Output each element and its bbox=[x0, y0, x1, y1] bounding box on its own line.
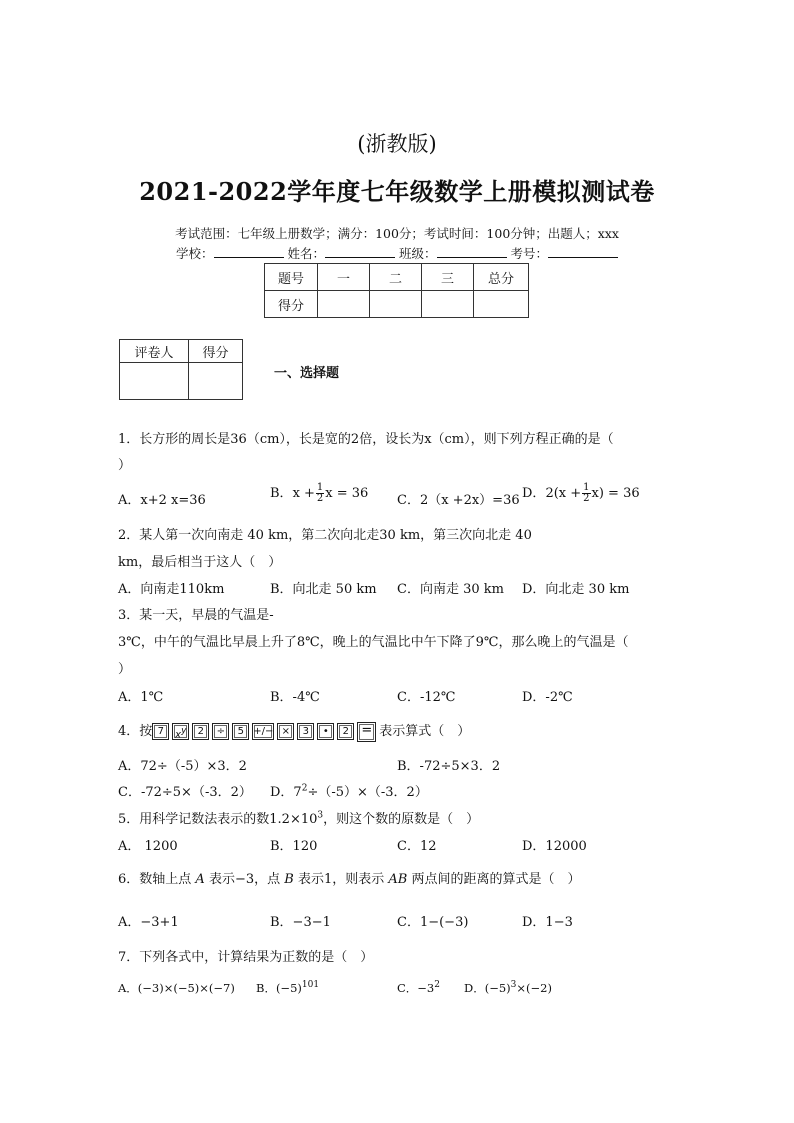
key-equals: = bbox=[357, 722, 376, 742]
q7-option-d-post: ×(−2) bbox=[516, 981, 552, 995]
score-input-cell[interactable] bbox=[318, 291, 370, 318]
q7-option-d[interactable] bbox=[464, 980, 552, 996]
q4-option-d-post: ÷（-5）×（-3．2） bbox=[307, 785, 428, 800]
q4-option-d-sup: 2 bbox=[301, 783, 308, 794]
question-6-stem bbox=[118, 868, 581, 887]
denominator: 2 bbox=[316, 493, 324, 504]
name-blank[interactable] bbox=[325, 245, 395, 258]
key-7: 7 bbox=[152, 723, 169, 740]
q1-option-c[interactable]: C．2（x +2x）=36 bbox=[397, 493, 520, 508]
q5-stem-sup: 3 bbox=[317, 810, 324, 821]
school-label: 学校： bbox=[175, 246, 214, 261]
q1-option-d-label: D． bbox=[522, 486, 546, 501]
question-7-stem: 7．下列各式中，计算结果为正数的是（ ） bbox=[118, 950, 374, 965]
grader-table-header-row bbox=[120, 340, 243, 363]
question-2-stem-end: km，最后相当于这人（ ） bbox=[118, 555, 282, 570]
grader-label: 评卷人 bbox=[120, 340, 189, 363]
q7-option-d-pre: D．(−5) bbox=[464, 981, 511, 995]
q1-option-a[interactable]: A．x+2 x=36 bbox=[118, 493, 206, 508]
key-2b: 2 bbox=[337, 723, 354, 740]
q6-var-b: B bbox=[284, 872, 294, 887]
score-table bbox=[264, 263, 529, 318]
q5-option-b[interactable]: B．120 bbox=[270, 839, 318, 854]
q7-option-a[interactable]: A．(−3)×(−5)×(−7) bbox=[118, 981, 235, 995]
question-4-stem bbox=[118, 720, 470, 742]
q7-option-b-pre: B．(−5) bbox=[256, 981, 302, 995]
q5-stem-post: ，则这个数的原数是（ ） bbox=[323, 812, 480, 827]
q1-option-d[interactable] bbox=[522, 482, 640, 504]
grader-score-label: 得分 bbox=[189, 340, 243, 363]
question-1-stem: 1．长方形的周长是36（cm），长是宽的2倍，设长为x（cm），则下列方程正确的是（ bbox=[118, 432, 614, 447]
q6-option-c[interactable]: C．1−(−3) bbox=[397, 915, 469, 930]
question-2-stem: 2．某人第一次向南走 40 km，第二次向北走30 km，第三次向北走 40 bbox=[118, 528, 532, 543]
grader-score-input-cell[interactable] bbox=[189, 363, 243, 400]
key-3: 3 bbox=[297, 723, 314, 740]
q4-suffix: 表示算式（ ） bbox=[379, 724, 471, 739]
class-blank[interactable] bbox=[437, 245, 507, 258]
q2-option-b[interactable]: B．向北走 50 km bbox=[270, 582, 377, 597]
q3-option-d[interactable]: D．-2℃ bbox=[522, 690, 573, 705]
exam-title: 2021-2022学年度七年级数学上册模拟测试卷 bbox=[139, 177, 655, 206]
class-label: 班级： bbox=[398, 246, 437, 261]
key-multiply: × bbox=[277, 723, 294, 740]
q2-option-d[interactable]: D．向北走 30 km bbox=[522, 582, 630, 597]
score-input-cell[interactable] bbox=[370, 291, 422, 318]
q1-option-b-post: x = 36 bbox=[325, 486, 369, 501]
key-dot: • bbox=[317, 723, 334, 740]
numerator: 1 bbox=[316, 482, 324, 493]
score-table-cell: 三 bbox=[422, 264, 474, 291]
q5-option-d[interactable]: D．12000 bbox=[522, 839, 587, 854]
q4-option-a[interactable]: A．72÷（-5）×3．2 bbox=[118, 759, 247, 774]
question-1-stem-end: ） bbox=[118, 458, 132, 473]
q1-option-b-label: B． bbox=[270, 486, 293, 501]
q4-option-d[interactable] bbox=[270, 781, 428, 800]
q7-option-d-sup: 3 bbox=[510, 980, 517, 991]
q7-option-b-sup: 101 bbox=[301, 980, 320, 991]
question-5-stem bbox=[118, 808, 479, 827]
section-heading: 一、选择题 bbox=[274, 366, 340, 381]
name-label: 姓名： bbox=[287, 246, 325, 261]
q6-stem-4: 两点间的距离的算式是（ ） bbox=[411, 872, 581, 887]
score-table-score-row bbox=[265, 291, 529, 318]
q4-option-c[interactable]: C．-72÷5×（-3．2） bbox=[118, 785, 252, 800]
q7-option-b[interactable] bbox=[256, 980, 319, 996]
q4-prefix: 4．按 bbox=[118, 724, 153, 739]
number-blank[interactable] bbox=[548, 245, 618, 258]
q5-stem-pre: 5．用科学记数法表示的数1.2×10 bbox=[118, 812, 318, 827]
key-2: 2 bbox=[192, 723, 209, 740]
q2-option-c[interactable]: C．向南走 30 km bbox=[397, 582, 504, 597]
q6-stem-2: 表示−3，点 bbox=[208, 872, 281, 887]
denominator: 2 bbox=[583, 493, 590, 504]
score-table-header-row bbox=[265, 264, 529, 291]
q3-option-c[interactable]: C．-12℃ bbox=[397, 690, 456, 705]
q7-option-c-pre: C．−3 bbox=[397, 981, 435, 995]
score-input-cell[interactable] bbox=[422, 291, 474, 318]
q4-option-b[interactable]: B．-72÷5×3．2 bbox=[397, 759, 501, 774]
q1-option-d-post: x) = 36 bbox=[591, 486, 640, 501]
q1-option-d-pre: 2(x + bbox=[545, 486, 582, 501]
key-power bbox=[172, 723, 189, 740]
q6-var-ab: AB bbox=[388, 872, 408, 887]
q6-stem-1: 6．数轴上点 bbox=[118, 872, 192, 887]
question-3-stem-end: ） bbox=[118, 662, 132, 677]
school-blank[interactable] bbox=[214, 245, 284, 258]
grader-table bbox=[119, 339, 243, 400]
fraction bbox=[316, 483, 324, 504]
q5-option-c[interactable]: C．12 bbox=[397, 839, 437, 854]
score-table-cell: 总分 bbox=[474, 264, 529, 291]
question-3-stem: 3．某一天，早晨的气温是- bbox=[118, 608, 274, 623]
score-table-cell: 题号 bbox=[265, 264, 318, 291]
q4-option-d-pre: D．7 bbox=[270, 785, 302, 800]
q7-option-c[interactable] bbox=[397, 980, 440, 996]
q5-option-a[interactable]: A． 1200 bbox=[118, 839, 178, 854]
fraction bbox=[582, 483, 590, 504]
key-sign: +/− bbox=[252, 723, 274, 740]
key-power-base: x bbox=[175, 729, 182, 741]
exam-info: 考试范围：七年级上册数学；满分：100分；考试时间：100分钟；出题人；xxx bbox=[175, 226, 619, 241]
edition-label: (浙教版) bbox=[357, 132, 437, 156]
q3-option-a[interactable]: A．1℃ bbox=[118, 690, 164, 705]
q3-option-b[interactable]: B．-4℃ bbox=[270, 690, 320, 705]
q1-option-b[interactable] bbox=[270, 482, 368, 504]
question-3-stem-cont: 3℃，中午的气温比早晨上升了8℃，晚上的气温比中午下降了9℃，那么晚上的气温是（ bbox=[118, 635, 629, 650]
score-input-cell[interactable] bbox=[474, 291, 529, 318]
q6-option-b[interactable]: B．−3−1 bbox=[270, 915, 331, 930]
q6-stem-3: 表示1，则表示 bbox=[297, 872, 385, 887]
score-table-cell: 二 bbox=[370, 264, 422, 291]
student-fields bbox=[0, 244, 794, 262]
number-label: 考号： bbox=[510, 246, 548, 261]
q2-option-a[interactable]: A．向南走110km bbox=[118, 582, 225, 597]
q6-option-d[interactable]: D．1−3 bbox=[522, 915, 573, 930]
q6-var-a: A bbox=[195, 872, 205, 887]
key-power-exp: y bbox=[181, 726, 187, 736]
q7-option-c-sup: 2 bbox=[434, 980, 440, 991]
score-table-cell: 得分 bbox=[265, 291, 318, 318]
grader-table-input-row bbox=[120, 363, 243, 400]
key-5: 5 bbox=[232, 723, 249, 740]
key-divide: ÷ bbox=[212, 723, 229, 740]
numerator: 1 bbox=[583, 482, 590, 493]
q6-option-a[interactable]: A．−3+1 bbox=[118, 915, 179, 930]
grader-input-cell[interactable] bbox=[120, 363, 189, 400]
score-table-cell: 一 bbox=[318, 264, 370, 291]
q1-option-b-pre: x + bbox=[292, 486, 315, 501]
